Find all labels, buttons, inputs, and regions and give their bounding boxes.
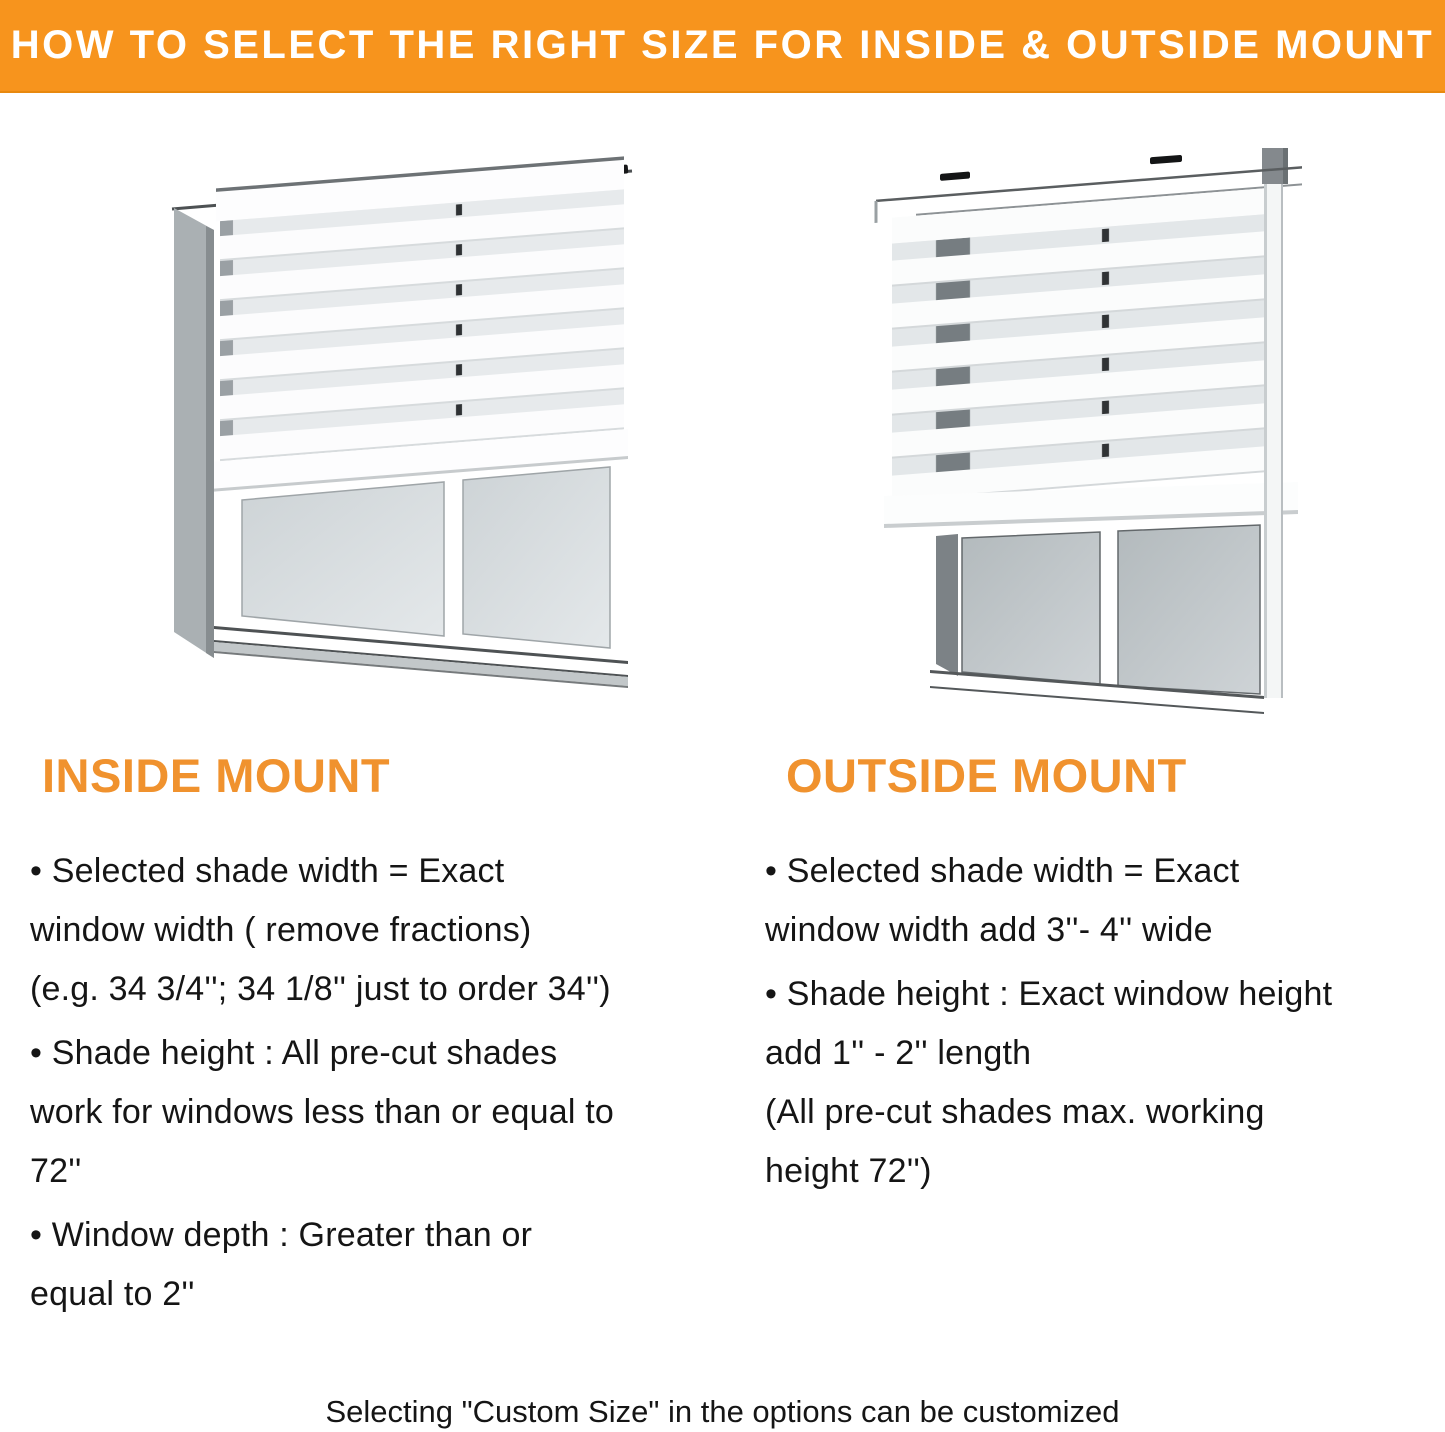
side-rail-shadow — [1264, 184, 1267, 698]
banner — [0, 0, 1445, 93]
mount-clip — [1150, 155, 1182, 165]
outside-mount-heading: OUTSIDE MOUNT — [786, 749, 1187, 802]
outside-mount-bullet-list — [765, 842, 1430, 1206]
bullet-line: window width add 3''- 4'' wide — [765, 911, 1213, 949]
glass-pane — [463, 467, 610, 648]
window-sill — [214, 642, 628, 686]
side-rail — [1267, 184, 1283, 698]
bullet-line: • Shade height : All pre-cut shades — [30, 1034, 558, 1072]
inside-mount-window-drawing — [158, 146, 650, 714]
bullet-line: • Shade height : Exact window height — [765, 975, 1333, 1013]
outside-mount-illustration — [862, 140, 1320, 728]
zebra-stripes — [892, 214, 1268, 502]
corner-bracket-edge — [1283, 148, 1288, 184]
window-left-jamb — [936, 534, 958, 676]
bullet-line: equal to 2'' — [30, 1275, 195, 1313]
zebra-shade — [214, 156, 628, 492]
banner-title: HOW TO SELECT THE RIGHT SIZE FOR INSIDE & OUTSIDE MOUNT — [10, 23, 1435, 67]
jamb-inner-edge — [206, 226, 214, 658]
outside-mount-window-drawing — [862, 140, 1320, 728]
bullet-line: height 72'') — [765, 1152, 932, 1190]
bullet-line: • Window depth : Greater than or — [30, 1216, 533, 1254]
glass-pane — [242, 482, 444, 636]
bullet-item — [30, 842, 735, 1019]
inside-mount-bullet-list — [30, 842, 735, 1329]
bullet-line: • Selected shade width = Exact — [765, 852, 1240, 890]
bullet-line: 72'' — [30, 1152, 82, 1190]
zebra-stripes — [220, 189, 624, 461]
custom-size-note: Selecting "Custom Size" in the options can be customized — [325, 1394, 1120, 1429]
mount-clip — [940, 172, 970, 181]
zebra-shade — [876, 145, 1302, 503]
bullet-line: (e.g. 34 3/4''; 34 1/8'' just to order 34'') — [30, 970, 611, 1008]
glass-pane — [1118, 525, 1260, 694]
inside-mount-illustration — [158, 146, 650, 714]
bullet-item — [30, 1024, 735, 1201]
inside-mount-heading: INSIDE MOUNT — [42, 749, 391, 802]
bullet-line: (All pre-cut shades max. working — [765, 1093, 1265, 1131]
bullet-line: add 1'' - 2'' length — [765, 1034, 1032, 1072]
glass-pane — [962, 532, 1100, 684]
bullet-line: work for windows less than or equal to — [30, 1093, 614, 1131]
bullet-item — [30, 1206, 735, 1324]
bullet-item — [765, 965, 1430, 1201]
side-rail-edge — [1281, 184, 1283, 698]
bullet-item — [765, 842, 1430, 960]
bullet-line: window width ( remove fractions) — [30, 911, 532, 949]
bullet-line: • Selected shade width = Exact — [30, 852, 505, 890]
